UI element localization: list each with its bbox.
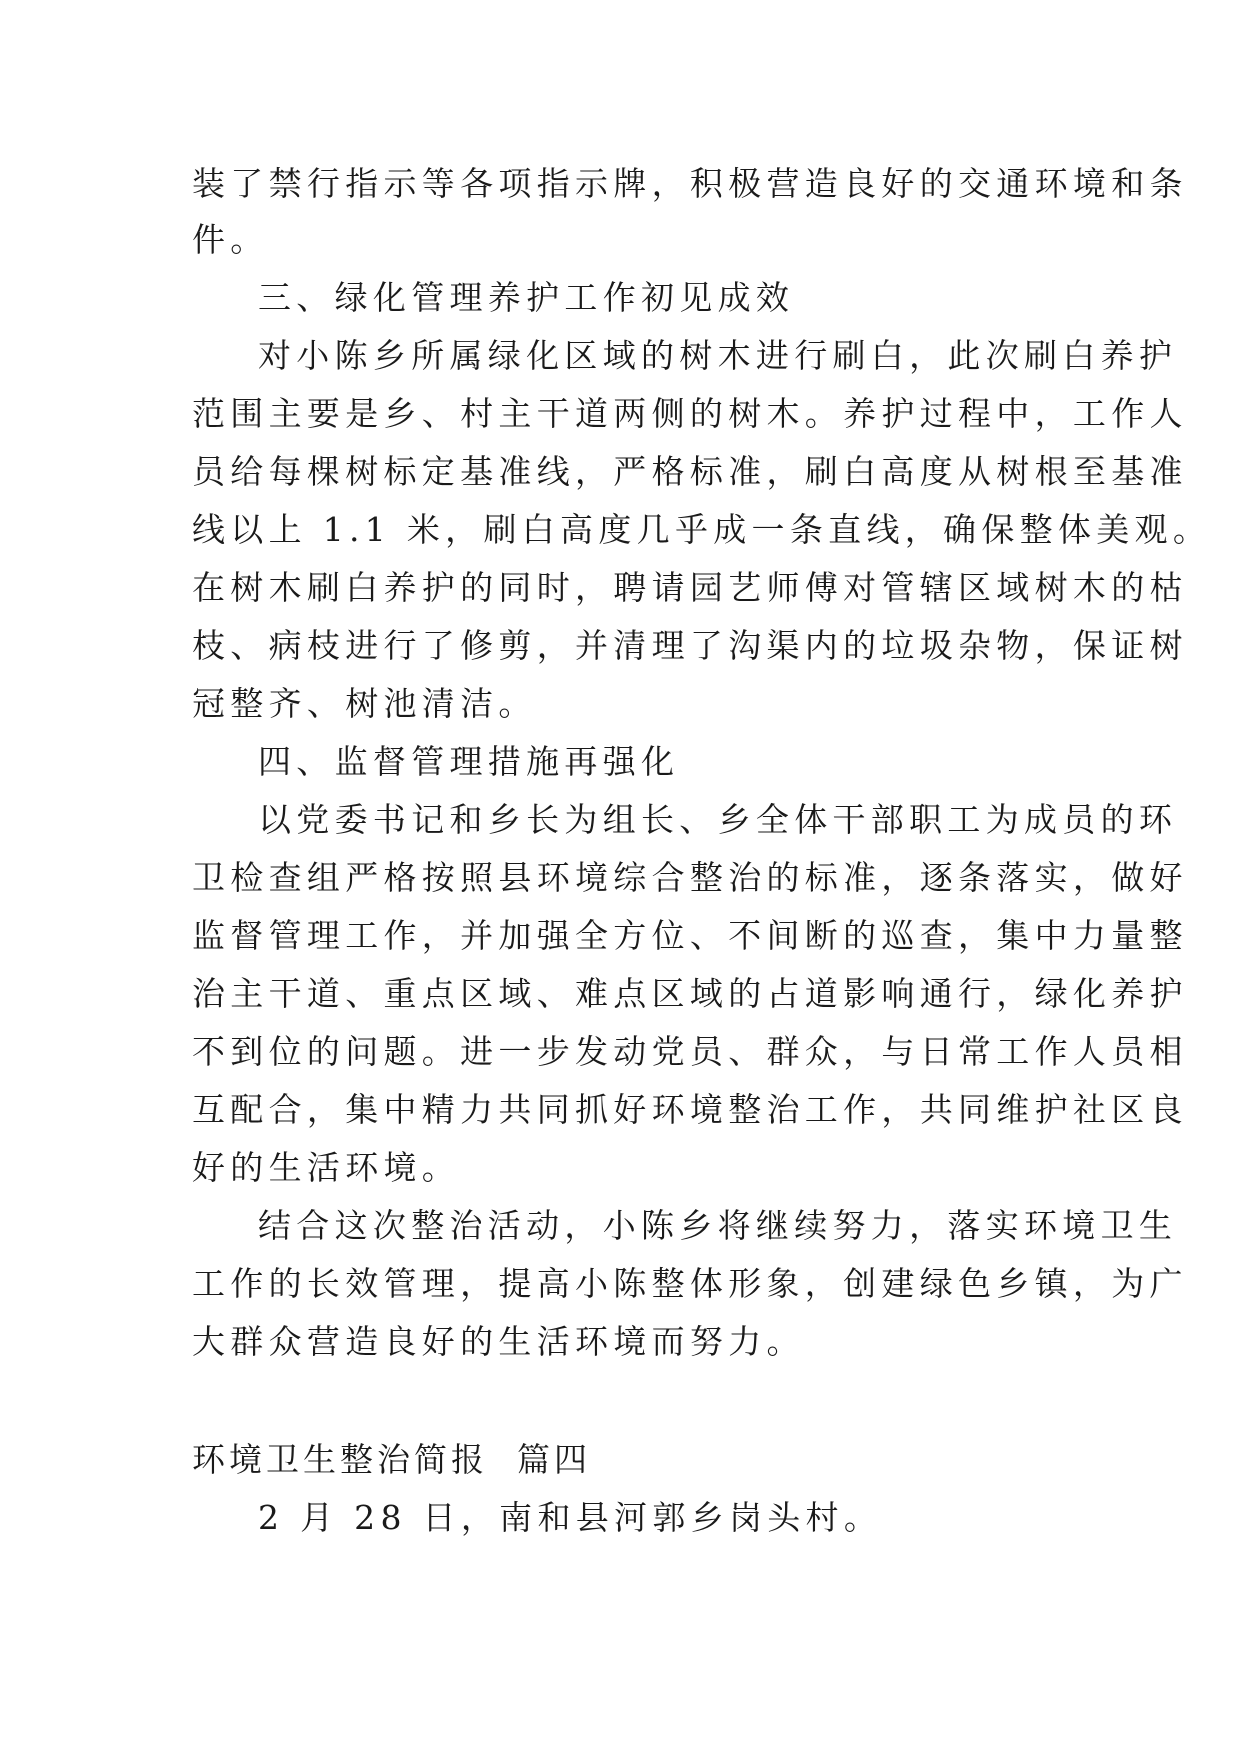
paragraph-line: 结合这次整治活动，小陈乡将继续努力，落实环境卫生: [258, 1206, 1178, 1245]
paragraph-line: 治主干道、重点区域、难点区域的占道影响通行，绿化养护: [192, 974, 1188, 1013]
paragraph-line: 监督管理工作，并加强全方位、不间断的巡查，集中力量整: [192, 916, 1188, 955]
paragraph-line: 冠整齐、树池清洁。: [192, 684, 537, 723]
paragraph-line: 线以上 1.1 米，刷白高度几乎成一条直线，确保整体美观。: [192, 510, 1212, 549]
paragraph-line: 大群众营造良好的生活环境而努力。: [192, 1322, 805, 1361]
paragraph-line: 好的生活环境。: [192, 1148, 461, 1187]
paragraph-line: 件。: [192, 220, 269, 259]
paragraph-line: 在树木刷白养护的同时，聘请园艺师傅对管辖区域树木的枯: [192, 568, 1188, 607]
paragraph-line: 卫检查组严格按照县环境综合整治的标准，逐条落实，做好: [192, 858, 1188, 897]
paragraph-line: 枝、病枝进行了修剪，并清理了沟渠内的垃圾杂物，保证树: [192, 626, 1188, 665]
section-heading: 三、绿化管理养护工作初见成效: [258, 278, 795, 317]
paragraph-line: 2 月 28 日，南和县河郭乡岗头村。: [258, 1498, 883, 1537]
paragraph-line: 装了禁行指示等各项指示牌，积极营造良好的交通环境和条: [192, 164, 1188, 203]
article-heading: 环境卫生整治简报 篇四: [192, 1440, 591, 1479]
paragraph-line: 不到位的问题。进一步发动党员、群众，与日常工作人员相: [192, 1032, 1188, 1071]
paragraph-line: 员给每棵树标定基准线，严格标准，刷白高度从树根至基准: [192, 452, 1188, 491]
paragraph-line: 对小陈乡所属绿化区域的树木进行刷白，此次刷白养护: [258, 336, 1178, 375]
paragraph-line: 工作的长效管理，提高小陈整体形象，创建绿色乡镇，为广: [192, 1264, 1188, 1303]
section-heading: 四、监督管理措施再强化: [258, 742, 680, 781]
paragraph-line: 互配合，集中精力共同抓好环境整治工作，共同维护社区良: [192, 1090, 1188, 1129]
paragraph-line: 范围主要是乡、村主干道两侧的树木。养护过程中，工作人: [192, 394, 1188, 433]
paragraph-line: 以党委书记和乡长为组长、乡全体干部职工为成员的环: [258, 800, 1178, 839]
